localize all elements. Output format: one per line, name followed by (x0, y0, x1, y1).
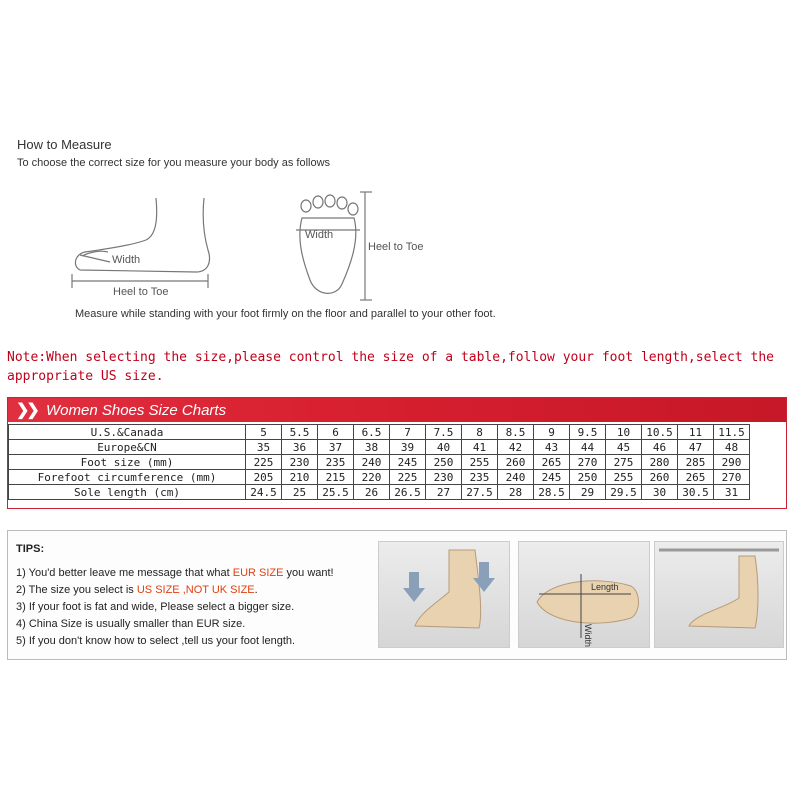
size-chart-cell: 6.5 (354, 425, 390, 440)
size-chart-cell: 47 (678, 440, 714, 455)
tip-item (16, 633, 334, 650)
size-chart-cell: 245 (534, 470, 570, 485)
size-chart-cell: 260 (642, 470, 678, 485)
size-chart-cell: 10 (606, 425, 642, 440)
size-chart-row-label: Foot size (mm) (9, 455, 246, 470)
size-chart-row-label: U.S.&Canada (9, 425, 246, 440)
size-chart-cell: 30.5 (678, 485, 714, 500)
size-chart-cell: 29.5 (606, 485, 642, 500)
size-chart-banner (8, 398, 786, 422)
size-chart-cell: 260 (498, 455, 534, 470)
tip-text: . (254, 584, 258, 596)
size-chart-cell: 230 (426, 470, 462, 485)
size-chart-cell: 6 (318, 425, 354, 440)
size-chart-row-label: Europe&CN (9, 440, 246, 455)
size-chart-cell: 235 (462, 470, 498, 485)
foot-wall-illustration (655, 542, 783, 647)
size-chart-row (9, 440, 750, 455)
tip-text: 2) The size you select is (16, 584, 137, 596)
size-chart-cell: 250 (570, 470, 606, 485)
size-chart-cell: 205 (246, 470, 282, 485)
how-to-measure-title: How to Measure (17, 137, 112, 152)
size-chart-cell: 265 (534, 455, 570, 470)
size-chart-cell: 37 (318, 440, 354, 455)
tip-text: you want! (283, 567, 334, 579)
side-length-label: Heel to Toe (113, 286, 169, 298)
tip-text: 3) If your foot is fat and wide, Please select a bigger size. (16, 601, 295, 613)
size-chart-cell: 5 (246, 425, 282, 440)
tip-text: 4) China Size is usually smaller than EUR size. (16, 618, 246, 630)
size-chart-cell: 220 (354, 470, 390, 485)
size-chart-cell: 38 (354, 440, 390, 455)
size-chart-cell: 270 (714, 470, 750, 485)
size-chart-cell: 27.5 (462, 485, 498, 500)
size-chart-row (9, 455, 750, 470)
arrow-down-icon (403, 572, 425, 602)
size-chart-cell: 255 (606, 470, 642, 485)
size-chart-cell: 11.5 (714, 425, 750, 440)
size-chart-cell: 225 (246, 455, 282, 470)
tip-item (16, 565, 334, 582)
size-chart-cell: 40 (426, 440, 462, 455)
size-chart-cell: 25 (282, 485, 318, 500)
tip-highlight: EUR SIZE (232, 567, 284, 579)
top-width-label: Width (305, 229, 334, 241)
size-chart-cell: 46 (642, 440, 678, 455)
size-chart-cell: 45 (606, 440, 642, 455)
size-chart-cell: 9.5 (570, 425, 606, 440)
top-length-label: Heel to Toe (368, 241, 424, 253)
size-chart-cell: 285 (678, 455, 714, 470)
size-chart-cell: 7.5 (426, 425, 462, 440)
size-chart-cell: 41 (462, 440, 498, 455)
tips-list (16, 565, 334, 650)
size-chart-cell: 245 (390, 455, 426, 470)
size-chart-cell: 215 (318, 470, 354, 485)
size-chart-cell: 11 (678, 425, 714, 440)
size-chart-cell: 30 (642, 485, 678, 500)
size-chart-cell: 240 (354, 455, 390, 470)
double-chevron-icon: ❯❯ (16, 402, 37, 419)
foot-photo-length (518, 541, 650, 648)
tip-item (16, 616, 334, 633)
size-chart-row (9, 470, 750, 485)
size-chart-cell: 24.5 (246, 485, 282, 500)
size-chart-cell: 42 (498, 440, 534, 455)
size-note: Note:When selecting the size,please control the size of a table,follow your foot length,select the appropriate US size. (7, 350, 775, 384)
size-chart-cell: 48 (714, 440, 750, 455)
tip-item (16, 582, 334, 599)
tip-item (16, 599, 334, 616)
size-chart-table (8, 424, 750, 500)
footprint-length-illustration (519, 542, 649, 647)
measure-instruction: Measure while standing with your foot firmly on the floor and parallel to your other foot. (75, 308, 496, 320)
size-chart-row (9, 425, 750, 440)
tip-text: 1) You'd better leave me message that what (16, 567, 233, 579)
photo-width-label: Width (583, 624, 593, 647)
size-chart-cell: 44 (570, 440, 606, 455)
size-chart-cell: 29 (570, 485, 606, 500)
foot-photo-wall (654, 541, 784, 648)
size-chart-cell: 36 (282, 440, 318, 455)
size-chart-cell: 10.5 (642, 425, 678, 440)
size-chart-cell: 9 (534, 425, 570, 440)
size-chart-title: Women Shoes Size Charts (46, 402, 227, 419)
size-chart-cell: 255 (462, 455, 498, 470)
size-chart-cell: 240 (498, 470, 534, 485)
size-chart-cell: 230 (282, 455, 318, 470)
size-chart-row-label: Forefoot circumference (mm) (9, 470, 246, 485)
size-chart-cell: 290 (714, 455, 750, 470)
size-chart-row-label: Sole length (cm) (9, 485, 246, 500)
size-chart-cell: 265 (678, 470, 714, 485)
how-to-measure-subtitle: To choose the correct size for you measure your body as follows (17, 157, 331, 169)
size-chart-cell: 235 (318, 455, 354, 470)
size-chart-cell: 250 (426, 455, 462, 470)
footprint-illustration (296, 192, 372, 300)
size-chart-cell: 35 (246, 440, 282, 455)
foot-measure-illustration (60, 180, 520, 310)
size-chart-cell: 27 (426, 485, 462, 500)
size-chart-cell: 26 (354, 485, 390, 500)
size-chart-cell: 275 (606, 455, 642, 470)
size-chart-cell: 210 (282, 470, 318, 485)
size-chart-cell: 39 (390, 440, 426, 455)
size-chart-cell: 270 (570, 455, 606, 470)
tips-title: TIPS: (16, 543, 45, 555)
size-chart-cell: 28.5 (534, 485, 570, 500)
size-chart-cell: 43 (534, 440, 570, 455)
side-width-label: Width (112, 254, 141, 266)
tip-highlight: US SIZE ,NOT UK SIZE (136, 584, 255, 596)
size-chart-cell: 5.5 (282, 425, 318, 440)
photo-length-label: Length (591, 582, 619, 592)
size-chart-row (9, 485, 750, 500)
size-chart-cell: 7 (390, 425, 426, 440)
size-chart-cell: 26.5 (390, 485, 426, 500)
foot-standing-illustration (379, 542, 509, 647)
foot-photo-standing (378, 541, 510, 648)
size-chart-cell: 25.5 (318, 485, 354, 500)
tips-panel (7, 530, 787, 660)
tip-text: 5) If you don't know how to select ,tell us your foot length. (16, 635, 296, 647)
size-chart-panel (7, 397, 787, 509)
size-chart-cell: 28 (498, 485, 534, 500)
size-chart-cell: 225 (390, 470, 426, 485)
side-foot-illustration (72, 198, 210, 288)
size-chart-cell: 31 (714, 485, 750, 500)
size-chart-cell: 8 (462, 425, 498, 440)
size-chart-cell: 280 (642, 455, 678, 470)
size-chart-cell: 8.5 (498, 425, 534, 440)
